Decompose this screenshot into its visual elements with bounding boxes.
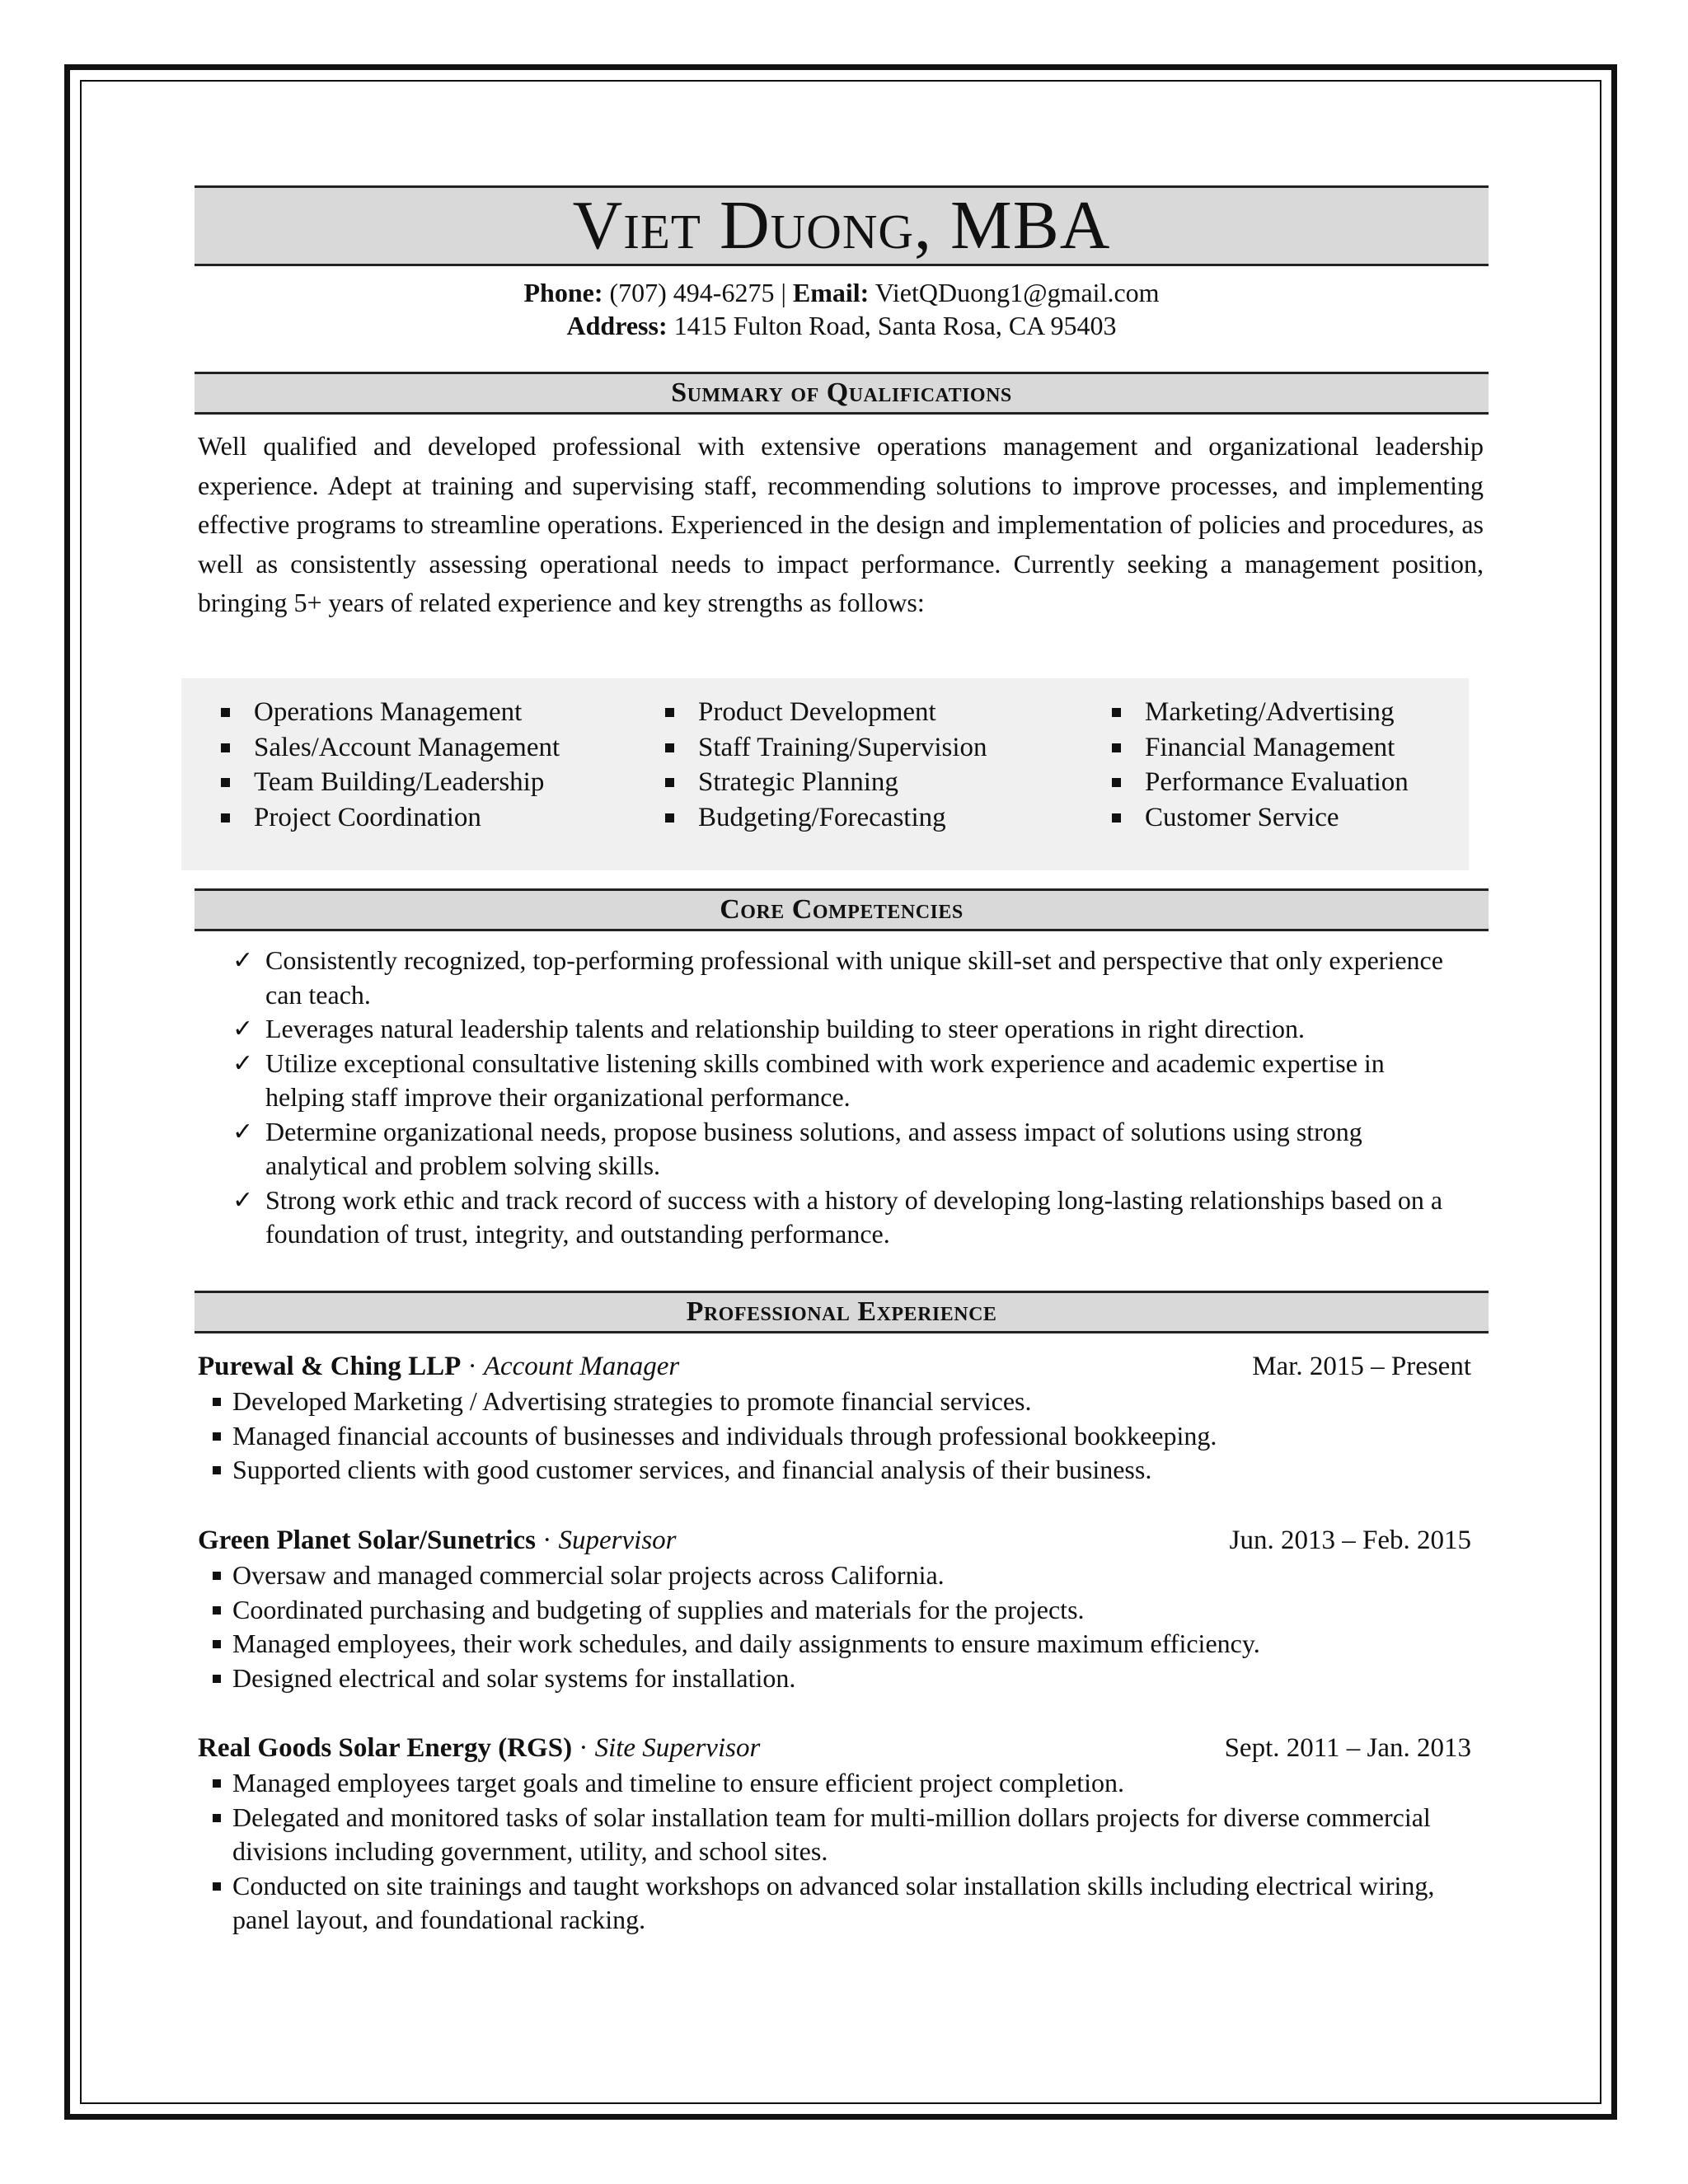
job-role: Supervisor bbox=[558, 1526, 677, 1555]
job-bullet: Conducted on site trainings and taught workshops on advanced solar installation skills including electrical wiring, panel layout, and foundational racking. bbox=[198, 1869, 1471, 1938]
email-label: Email: bbox=[792, 278, 870, 307]
job-separator: · bbox=[467, 1352, 477, 1381]
skill-item: Marketing/Advertising bbox=[1109, 695, 1409, 730]
job-entry bbox=[198, 1348, 1471, 1488]
skill-item: Strategic Planning bbox=[662, 765, 987, 800]
competency-item: ✓ Utilize exceptional consultative listening skills combined with work experience and academic expertise in helping staff improve their organizational performance. bbox=[232, 1047, 1385, 1112]
candidate-name: Viet Duong, MBA bbox=[572, 187, 1111, 264]
job-bullet: Delegated and monitored tasks of solar installation team for multi-million dollars projects for diverse commercial divisions including government, utility, and school sites. bbox=[198, 1801, 1471, 1869]
address-label: Address: bbox=[566, 311, 668, 340]
checkmark-icon: ✓ bbox=[232, 946, 254, 975]
skill-item: Operations Management bbox=[218, 695, 560, 730]
job-bullet: Managed employees, their work schedules, and daily assignments to ensure maximum efficiency. bbox=[198, 1627, 1471, 1661]
summary-header bbox=[195, 372, 1489, 415]
competency-item: ✓ Consistently recognized, top-performing professional with unique skill-set and perspective that only experience can teach. bbox=[232, 945, 1443, 1010]
address-value: 1415 Fulton Road, Santa Rosa, CA 95403 bbox=[673, 311, 1117, 340]
job-bullets bbox=[198, 1558, 1471, 1695]
skill-item: Team Building/Leadership bbox=[218, 765, 560, 800]
skill-item: Staff Training/Supervision bbox=[662, 730, 987, 766]
contact-line bbox=[195, 276, 1489, 309]
skill-item: Product Development bbox=[662, 695, 987, 730]
job-bullets bbox=[198, 1385, 1471, 1488]
job-bullet: Supported clients with good customer services, and financial analysis of their business. bbox=[198, 1453, 1471, 1488]
phone-label: Phone: bbox=[523, 278, 603, 307]
job-dates: Jun. 2013 – Feb. 2015 bbox=[1229, 1526, 1471, 1555]
competency-item: ✓ Determine organizational needs, propose business solutions, and assess impact of solutions using strong analytical and problem solving skills. bbox=[232, 1116, 1362, 1180]
job-role: Site Supervisor bbox=[594, 1733, 761, 1763]
experience-header bbox=[195, 1291, 1489, 1333]
job-entry bbox=[198, 1730, 1471, 1938]
skills-column-1 bbox=[218, 695, 560, 835]
job-dates: Mar. 2015 – Present bbox=[1252, 1352, 1471, 1381]
job-entry bbox=[198, 1522, 1471, 1695]
job-bullet: Oversaw and managed commercial solar projects across California. bbox=[198, 1558, 1471, 1593]
email-value: VietQDuong1@gmail.com bbox=[874, 278, 1160, 307]
key-strengths-box bbox=[181, 678, 1469, 870]
contact-separator: | bbox=[781, 278, 786, 307]
checkmark-icon: ✓ bbox=[232, 1048, 254, 1078]
job-heading bbox=[198, 1730, 1471, 1766]
job-bullet: Designed electrical and solar systems for installation. bbox=[198, 1661, 1471, 1696]
address-line bbox=[195, 309, 1489, 342]
job-heading bbox=[198, 1348, 1471, 1385]
competency-item: ✓ Leverages natural leadership talents and relationship building to steer operations in right direction. bbox=[232, 1012, 1452, 1047]
skills-column-2 bbox=[662, 695, 987, 835]
job-separator: · bbox=[542, 1526, 552, 1555]
job-bullet: Managed employees target goals and timeline to ensure efficient project completion. bbox=[198, 1766, 1471, 1801]
checkmark-icon: ✓ bbox=[232, 1015, 254, 1043]
skill-item: Budgeting/Forecasting bbox=[662, 800, 987, 836]
summary-paragraph: Well qualified and developed professional with extensive operations management and organizational leadership experience. Adept at training and supervising staff, recommending solutions to improve processes, and implementing effective programs to streamline operations. Experienced in the design and implementation of policies and procedures, as well as consistently assessing operational needs to impact performance. Currently seeking a management position, bringing 5+ years of related experience and key strengths as follows: bbox=[198, 431, 1484, 617]
checkmark-icon: ✓ bbox=[232, 1117, 254, 1146]
summary-title: Summary of Qualifications bbox=[671, 377, 1012, 408]
name-banner bbox=[195, 185, 1489, 266]
job-bullets bbox=[198, 1766, 1471, 1938]
experience-title: Professional Experience bbox=[686, 1296, 997, 1327]
job-company: Green Planet Solar/Sunetrics bbox=[198, 1526, 537, 1555]
job-heading bbox=[198, 1522, 1471, 1558]
skills-column-3 bbox=[1109, 695, 1409, 835]
job-role: Account Manager bbox=[483, 1352, 680, 1381]
competencies-list bbox=[232, 944, 1452, 1252]
skill-item: Sales/Account Management bbox=[218, 730, 560, 766]
job-dates: Sept. 2011 – Jan. 2013 bbox=[1224, 1733, 1471, 1763]
job-bullet: Coordinated purchasing and budgeting of supplies and materials for the projects. bbox=[198, 1593, 1471, 1628]
competencies-header bbox=[195, 888, 1489, 931]
skill-item: Financial Management bbox=[1109, 730, 1409, 766]
job-bullet: Managed financial accounts of businesses and individuals through professional bookkeeping. bbox=[198, 1419, 1471, 1454]
job-bullet: Developed Marketing / Advertising strategies to promote financial services. bbox=[198, 1385, 1471, 1419]
phone-value: (707) 494-6275 bbox=[609, 278, 775, 307]
skill-item: Performance Evaluation bbox=[1109, 765, 1409, 800]
skill-item: Project Coordination bbox=[218, 800, 560, 836]
skill-item: Customer Service bbox=[1109, 800, 1409, 836]
job-company: Purewal & Ching LLP bbox=[198, 1352, 462, 1381]
job-separator: · bbox=[579, 1733, 588, 1763]
competencies-title: Core Competencies bbox=[720, 894, 964, 925]
competency-item: ✓ Strong work ethic and track record of success with a history of developing long-lasting relationships based on a foundation of trust, integrity, and outstanding performance. bbox=[232, 1184, 1443, 1249]
checkmark-icon: ✓ bbox=[232, 1185, 254, 1215]
job-company: Real Goods Solar Energy (RGS) bbox=[198, 1733, 573, 1763]
